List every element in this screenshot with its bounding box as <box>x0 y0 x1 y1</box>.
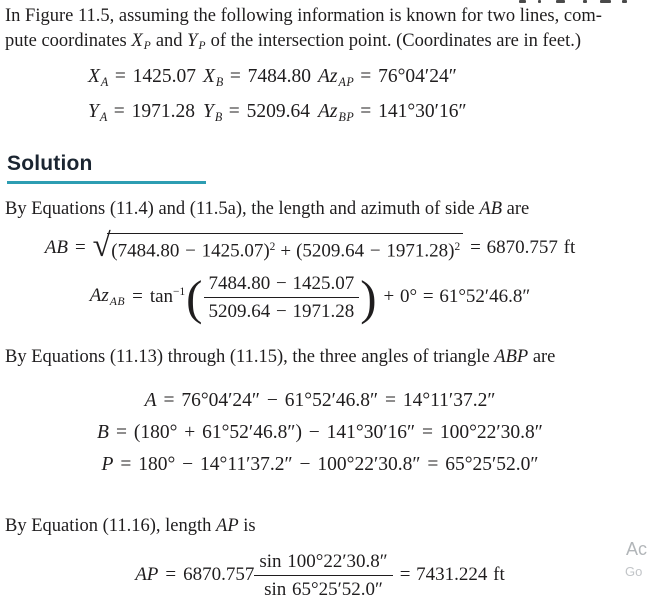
given-azap: $Az_{AP} = 76^\circ 04'24''$ <box>318 66 457 89</box>
equation-ap-length: AP = 6870.757 $\frac{\sin 100^\circ 22'30.8''}{\sin 65^\circ 25'52.0''}$ = 7431.224 ft <box>135 550 505 600</box>
paragraph-length-ap: By Equation (11.16), length AP is <box>5 516 256 536</box>
watermark-fragment-line2: Go <box>625 564 643 579</box>
square-root: √ $(7484.80 - 1425.07)^2 + (5209.64 - 1971.28)^2$ <box>93 233 464 262</box>
fraction: $\frac{7484.80 - 1425.07}{5209.64 - 1971.28}$ <box>204 272 360 323</box>
radical-sign: √ <box>92 228 111 265</box>
solution-heading-underline <box>7 181 206 184</box>
given-values-row-y <box>88 101 467 136</box>
paragraph-length-azimuth: By Equations (11.4) and (11.5a), the length and azimuth of side AB are <box>5 199 530 219</box>
paragraph-three-angles: By Equations (11.13) through (11.15), the three angles of triangle ABP are <box>5 347 556 367</box>
eq-ap-lhs: AP <box>135 564 159 585</box>
arctan-function: $\tan^{-1}$ <box>149 286 186 307</box>
given-yb: $Y_B = 5209.64$ <box>203 101 310 124</box>
problem-line-2: pute coordinates $X_P$ and $Y_P$ of the intersection point. (Coordinates are in feet.) <box>5 31 581 53</box>
eq-ap-coefficient: 6870.757 <box>183 564 255 585</box>
remnant-mark <box>538 0 541 3</box>
given-ya: $Y_A = 1971.28$ <box>88 101 195 124</box>
equation-azimuth-ab: $Az_{AB}$ = $\tan^{-1}$ ( $\frac{7484.80 - 1425.07}{5209.64 - 1971.28}$ ) + 0° = 61°52′46.8″ <box>89 270 531 325</box>
given-xb: $X_B = 7484.80$ <box>203 66 312 89</box>
given-azbp: $Az_{BP} = 141^\circ 30'16''$ <box>318 101 467 124</box>
equation-angle-p: P = 180° − 14°11′37.2″ − 100°22′30.8″ = 65°25′52.0″ <box>101 454 539 475</box>
remnant-mark <box>622 0 627 3</box>
eq-az-result: + 0° = 61°52′46.8″ <box>383 286 531 307</box>
sine-fraction: $\frac{\sin 100^\circ 22'30.8''}{\sin 65^\circ 25'52.0''}$ <box>254 550 392 601</box>
given-xa: $X_A = 1425.07$ <box>88 66 197 89</box>
watermark-fragment-line1: Ac <box>626 539 648 559</box>
eq-ab-lhs: AB <box>44 237 68 258</box>
given-values-row-x <box>88 66 467 101</box>
remnant-mark <box>556 0 565 3</box>
eq-ab-result: = 6870.757 ft <box>470 237 576 258</box>
remnant-mark <box>600 0 611 3</box>
eq-az-lhs: $Az_{AB}$ <box>89 285 126 308</box>
given-values-table <box>88 66 467 136</box>
problem-statement <box>5 4 648 59</box>
equation-ab-length: AB = √ $(7484.80 - 1425.07)^2 + (5209.64 - 1971.28)^2$ = 6870.757 ft <box>44 228 576 265</box>
eq-ap-result: = 7431.224 ft <box>399 564 505 585</box>
solution-heading: Solution <box>7 152 93 175</box>
equation-angle-b: B = (180° + 61°52′46.8″) − 141°30′16″ = 100°22′30.8″ <box>97 422 543 443</box>
remnant-mark <box>583 0 587 3</box>
remnant-mark <box>519 0 526 3</box>
equation-angle-a: A = 76°04′24″ − 61°52′46.8″ = 14°11′37.2″ <box>144 390 496 411</box>
problem-line-1: In Figure 11.5, assuming the following information is known for two lines, com- <box>5 6 602 26</box>
